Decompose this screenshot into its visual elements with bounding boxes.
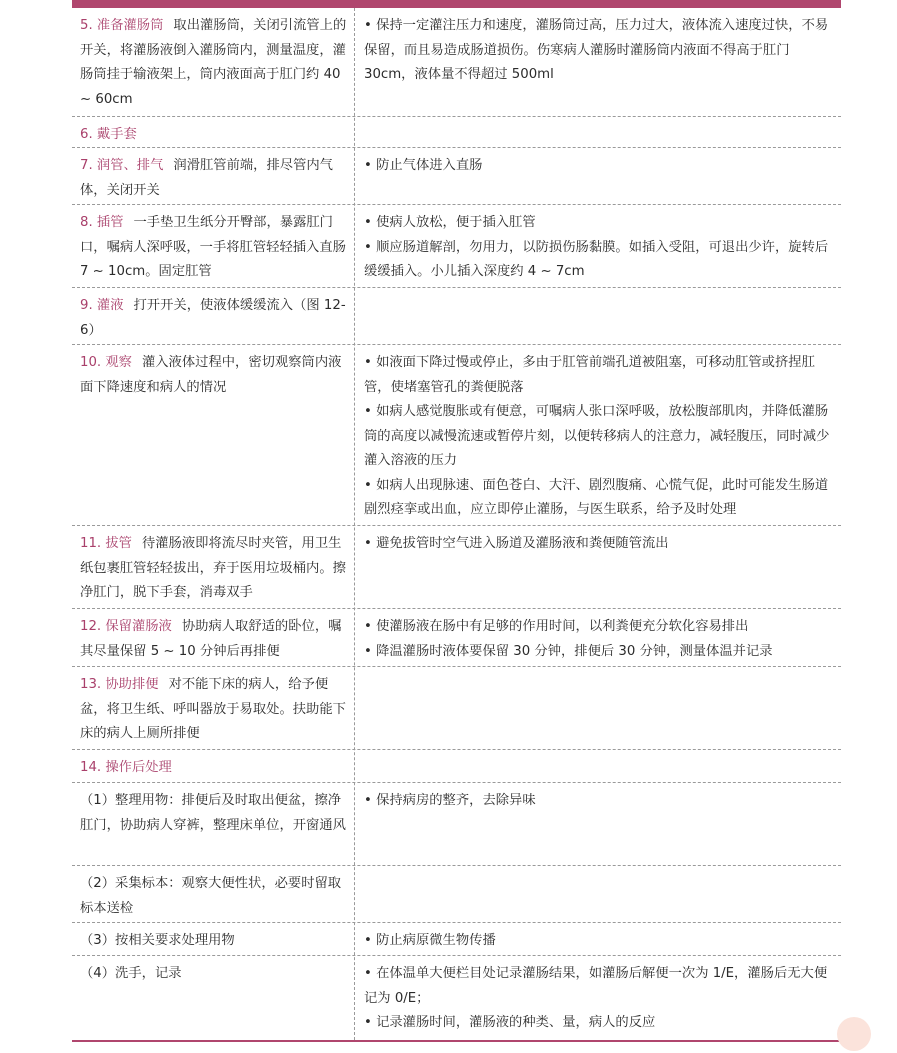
step-cell bbox=[80, 351, 352, 400]
step-text: 一手垫卫生纸分开臀部，暴露肛门口，嘱病人深呼吸，一手将肛管轻轻插入直肠 7 ~ 10cm。固定肛管 bbox=[80, 215, 346, 279]
note-cell bbox=[364, 789, 834, 814]
step-cell bbox=[80, 962, 352, 987]
table-row bbox=[72, 345, 841, 526]
step-text: （4）洗手，记录 bbox=[80, 966, 182, 981]
table-row bbox=[72, 923, 841, 956]
step-cell bbox=[80, 789, 352, 838]
note-item: • 防止气体进入直肠 bbox=[364, 158, 483, 173]
table-row bbox=[72, 8, 841, 117]
note-item: • 保持一定灌注压力和速度，灌肠筒过高，压力过大，液体流入速度过快，不易保留，而且易造成肠道损伤。伤寒病人灌肠时灌肠筒内液面不得高于肛门 30cm，液体量不得超过 500ml bbox=[364, 18, 829, 82]
bottom-accent-rule bbox=[72, 1040, 841, 1042]
table-row bbox=[72, 750, 841, 783]
note-cell bbox=[364, 929, 834, 954]
table-row bbox=[72, 866, 841, 923]
note-item: • 如液面下降过慢或停止，多由于肛管前端孔道被阻塞，可移动肛管或挤捏肛管，使堵塞管孔的粪便脱落 bbox=[364, 355, 815, 395]
table-row bbox=[72, 288, 841, 345]
step-cell bbox=[80, 929, 352, 954]
table-row bbox=[72, 609, 841, 667]
step-title: 9. 灌液 bbox=[80, 298, 124, 313]
note-item: • 保持病房的整齐，去除异味 bbox=[364, 793, 536, 808]
table-row bbox=[72, 526, 841, 609]
step-cell bbox=[80, 211, 352, 285]
table-row bbox=[72, 148, 841, 205]
table-row bbox=[72, 783, 841, 866]
step-text: （1）整理用物：排便后及时取出便盆，擦净肛门，协助病人穿裤，整理床单位，开窗通风 bbox=[80, 793, 346, 833]
step-title: 12. 保留灌肠液 bbox=[80, 619, 172, 634]
step-title: 5. 准备灌肠筒 bbox=[80, 18, 164, 33]
note-item: • 如病人出现脉速、面色苍白、大汗、剧烈腹痛、心慌气促，此时可能发生肠道剧烈痉挛或出血，应立即停止灌肠，与医生联系，给予及时处理 bbox=[364, 477, 829, 517]
note-cell bbox=[364, 211, 834, 285]
table-row bbox=[72, 667, 841, 750]
page-corner-decoration bbox=[837, 1017, 871, 1051]
step-title: 13. 协助排便 bbox=[80, 677, 159, 692]
step-text: 打开开关，使液体缓缓流入（图 12-6） bbox=[80, 298, 346, 338]
note-item: • 降温灌肠时液体要保留 30 分钟，排便后 30 分钟，测量体温并记录 bbox=[364, 643, 773, 659]
step-title: 6. 戴手套 bbox=[80, 127, 137, 142]
step-cell bbox=[80, 532, 352, 606]
table-row bbox=[72, 117, 841, 148]
note-cell bbox=[364, 615, 834, 664]
note-item: • 防止病原微生物传播 bbox=[364, 933, 496, 948]
step-text: 协助病人取舒适的卧位，嘱其尽量保留 5 ~ 10 分钟后再排便 bbox=[80, 619, 342, 659]
note-cell bbox=[364, 14, 834, 88]
step-text: 灌入液体过程中，密切观察筒内液面下降速度和病人的情况 bbox=[80, 355, 342, 395]
note-cell bbox=[364, 962, 834, 1036]
note-item: • 使灌肠液在肠中有足够的作用时间，以利粪便充分软化容易排出 bbox=[364, 619, 749, 634]
note-item: • 顺应肠道解剖，勿用力，以防损伤肠黏膜。如插入受阻，可退出少许，旋转后缓缓插入。小儿插入深度约 4 ~ 7cm bbox=[364, 239, 829, 279]
step-title: 14. 操作后处理 bbox=[80, 760, 172, 775]
step-cell bbox=[80, 123, 352, 148]
note-item: • 避免拔管时空气进入肠道及灌肠液和粪便随管流出 bbox=[364, 536, 669, 551]
step-title: 11. 拔管 bbox=[80, 536, 132, 551]
step-text: 对不能下床的病人，给予便盆，将卫生纸、呼叫器放于易取处。扶助能下床的病人上厕所排便 bbox=[80, 677, 346, 741]
note-item: • 如病人感觉腹胀或有便意，可嘱病人张口深呼吸，放松腹部肌肉，并降低灌肠筒的高度以减慢流速或暂停片刻，以便转移病人的注意力，减轻腹压，同时减少灌入溶液的压力 bbox=[364, 404, 830, 468]
step-text: 取出灌肠筒，关闭引流管上的开关，将灌肠液倒入灌肠筒内，测量温度，灌肠筒挂于输液架上，筒内液面高于肛门约 40 ~ 60cm bbox=[80, 18, 347, 107]
note-item: • 记录灌肠时间，灌肠液的种类、量，病人的反应 bbox=[364, 1015, 656, 1030]
step-text: 润滑肛管前端，排尽管内气体，关闭开关 bbox=[80, 158, 333, 198]
step-cell bbox=[80, 756, 352, 781]
note-cell bbox=[364, 532, 834, 557]
step-cell bbox=[80, 872, 352, 921]
step-cell bbox=[80, 673, 352, 747]
step-title: 8. 插管 bbox=[80, 215, 124, 230]
note-cell bbox=[364, 154, 834, 179]
top-accent-bar bbox=[72, 0, 841, 8]
step-cell bbox=[80, 14, 352, 112]
table-row bbox=[72, 205, 841, 288]
step-title: 10. 观察 bbox=[80, 355, 132, 370]
step-text: （2）采集标本：观察大便性状，必要时留取标本送检 bbox=[80, 876, 342, 916]
note-cell bbox=[364, 351, 834, 523]
step-text: 待灌肠液即将流尽时夹管，用卫生纸包裹肛管轻轻拔出，弃于医用垃圾桶内。擦净肛门，脱下手套，消毒双手 bbox=[80, 536, 346, 600]
step-cell bbox=[80, 615, 352, 664]
step-cell bbox=[80, 154, 352, 203]
note-item: • 在体温单大便栏目处记录灌肠结果，如灌肠后解便一次为 1/E，灌肠后无大便记为 0/E； bbox=[364, 966, 828, 1006]
table-row bbox=[72, 956, 841, 1040]
note-item: • 使病人放松，便于插入肛管 bbox=[364, 215, 536, 230]
step-title: 7. 润管、排气 bbox=[80, 158, 164, 173]
step-text: （3）按相关要求处理用物 bbox=[80, 933, 235, 948]
step-cell bbox=[80, 294, 352, 343]
